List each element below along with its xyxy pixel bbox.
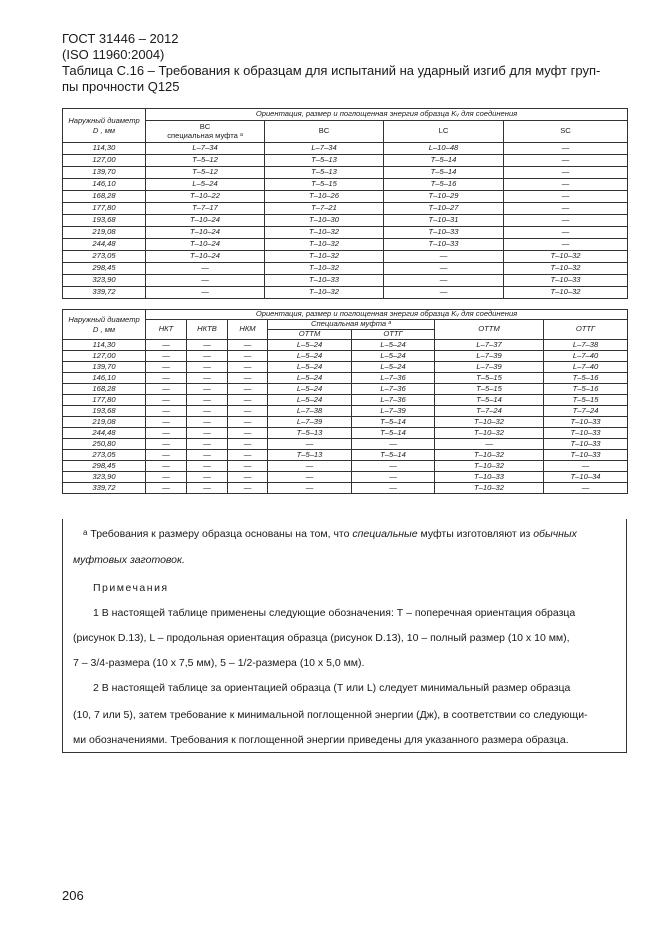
value-cell: T–5–16 bbox=[384, 179, 504, 191]
value-cell: T–10–32 bbox=[265, 263, 384, 275]
footnote-text2: муфты изготовляют из bbox=[417, 528, 534, 540]
value-cell: T–10–33 bbox=[435, 472, 544, 483]
value-cell: — bbox=[146, 351, 187, 362]
table-row bbox=[63, 406, 628, 417]
group-header: Ориентация, размер и поглощенная энергия образца Kᵥ для соединения bbox=[146, 310, 628, 320]
value-cell: L–5–24 bbox=[268, 373, 352, 384]
value-cell: L–7–34 bbox=[265, 143, 384, 155]
value-cell: L–5–24 bbox=[352, 362, 435, 373]
table-row bbox=[63, 417, 628, 428]
value-cell: T–10–32 bbox=[265, 287, 384, 299]
value-cell: — bbox=[187, 483, 228, 494]
value-cell: — bbox=[146, 417, 187, 428]
value-cell: — bbox=[187, 395, 228, 406]
sc-header: SC bbox=[504, 121, 628, 143]
value-cell: — bbox=[146, 406, 187, 417]
diameter-cell: 273,05 bbox=[63, 251, 146, 263]
value-cell: T–10–34 bbox=[544, 472, 628, 483]
value-cell: — bbox=[268, 439, 352, 450]
diameter-cell: 146,10 bbox=[63, 373, 146, 384]
table-row bbox=[63, 373, 628, 384]
value-cell: — bbox=[187, 373, 228, 384]
table-row bbox=[63, 384, 628, 395]
diameter-cell: 244,48 bbox=[63, 428, 146, 439]
value-cell: — bbox=[146, 275, 265, 287]
diameter-cell: 114,30 bbox=[63, 143, 146, 155]
value-cell: — bbox=[146, 450, 187, 461]
value-cell: — bbox=[435, 439, 544, 450]
value-cell: L–7–40 bbox=[544, 351, 628, 362]
diameter-cell: 298,45 bbox=[63, 461, 146, 472]
table-row bbox=[63, 143, 628, 155]
special-ottg-header: ОТТГ bbox=[352, 330, 435, 340]
value-cell: T–10–30 bbox=[265, 215, 384, 227]
table-caption-cont: пы прочности Q125 bbox=[62, 79, 180, 94]
value-cell: — bbox=[146, 439, 187, 450]
value-cell: T–5–14 bbox=[384, 155, 504, 167]
value-cell: — bbox=[187, 450, 228, 461]
value-cell: — bbox=[352, 439, 435, 450]
diameter-cell: 219,08 bbox=[63, 417, 146, 428]
value-cell: T–10–32 bbox=[435, 450, 544, 461]
diameter-cell: 127,00 bbox=[63, 351, 146, 362]
value-cell: T–5–15 bbox=[435, 373, 544, 384]
value-cell: L–7–36 bbox=[352, 384, 435, 395]
table-row bbox=[63, 362, 628, 373]
table-caption: Таблица С.16 – Требования к образцам для испытаний на ударный изгиб для муфт груп- bbox=[62, 63, 601, 78]
table-row bbox=[63, 287, 628, 299]
diameter-cell: 127,00 bbox=[63, 155, 146, 167]
table-row bbox=[63, 251, 628, 263]
value-cell: T–10–31 bbox=[384, 215, 504, 227]
value-cell: L–5–24 bbox=[352, 340, 435, 351]
table-row bbox=[63, 167, 628, 179]
bc-special-line1: BC bbox=[199, 122, 211, 131]
value-cell: — bbox=[352, 461, 435, 472]
value-cell: T–10–24 bbox=[146, 215, 265, 227]
value-cell: — bbox=[187, 428, 228, 439]
value-cell: T–10–32 bbox=[435, 428, 544, 439]
value-cell: — bbox=[352, 472, 435, 483]
diameter-header: Наружный диаметр D , мм bbox=[63, 310, 146, 340]
diameter-cell: 219,08 bbox=[63, 227, 146, 239]
value-cell: T–7–17 bbox=[146, 203, 265, 215]
value-cell: — bbox=[187, 340, 228, 351]
footnote-special: специальные bbox=[352, 528, 418, 540]
value-cell: T–7–24 bbox=[544, 406, 628, 417]
table-row bbox=[63, 395, 628, 406]
bc-header: BC bbox=[265, 121, 384, 143]
value-cell: — bbox=[384, 263, 504, 275]
value-cell: T–7–24 bbox=[435, 406, 544, 417]
value-cell: — bbox=[268, 461, 352, 472]
table-row bbox=[63, 155, 628, 167]
value-cell: L–5–24 bbox=[268, 351, 352, 362]
value-cell: T–5–14 bbox=[352, 450, 435, 461]
diameter-cell: 168,28 bbox=[63, 191, 146, 203]
footnote-mark: а bbox=[83, 528, 88, 537]
value-cell: — bbox=[187, 362, 228, 373]
iso-reference: (ISO 11960:2004) bbox=[62, 47, 165, 62]
diameter-cell: 193,68 bbox=[63, 406, 146, 417]
value-cell: T–10–33 bbox=[265, 275, 384, 287]
value-cell: T–5–14 bbox=[384, 167, 504, 179]
value-cell: — bbox=[504, 179, 628, 191]
value-cell: — bbox=[228, 373, 268, 384]
value-cell: T–10–33 bbox=[544, 439, 628, 450]
value-cell: T–10–32 bbox=[504, 287, 628, 299]
value-cell: — bbox=[228, 395, 268, 406]
diameter-cell: 298,45 bbox=[63, 263, 146, 275]
value-cell: — bbox=[228, 362, 268, 373]
value-cell: T–5–12 bbox=[146, 167, 265, 179]
table-row bbox=[63, 263, 628, 275]
diameter-cell: 139,70 bbox=[63, 167, 146, 179]
notes-heading: Примечания bbox=[93, 582, 169, 594]
value-cell: L–7–36 bbox=[352, 395, 435, 406]
group-header: Ориентация, размер и поглощенная энергия образца Kᵥ для соединения bbox=[146, 109, 628, 121]
value-cell: — bbox=[146, 263, 265, 275]
value-cell: L–5–24 bbox=[268, 362, 352, 373]
value-cell: L–7–38 bbox=[268, 406, 352, 417]
ottg-header: ОТТГ bbox=[544, 320, 628, 340]
value-cell: T–5–14 bbox=[435, 395, 544, 406]
table-row bbox=[63, 450, 628, 461]
table1-body bbox=[63, 143, 628, 299]
value-cell: — bbox=[504, 143, 628, 155]
value-cell: — bbox=[268, 483, 352, 494]
value-cell: — bbox=[146, 395, 187, 406]
value-cell: L–7–39 bbox=[435, 351, 544, 362]
value-cell: T–5–13 bbox=[268, 428, 352, 439]
nktv-header: НКТВ bbox=[187, 320, 228, 340]
bc-special-header bbox=[146, 121, 265, 143]
value-cell: — bbox=[187, 384, 228, 395]
value-cell: T–10–29 bbox=[384, 191, 504, 203]
value-cell: — bbox=[187, 439, 228, 450]
table-connections-1 bbox=[62, 108, 628, 299]
value-cell: — bbox=[146, 384, 187, 395]
value-cell: L–7–39 bbox=[435, 362, 544, 373]
value-cell: L–7–39 bbox=[268, 417, 352, 428]
value-cell: T–10–24 bbox=[146, 251, 265, 263]
value-cell: T–10–24 bbox=[146, 239, 265, 251]
diameter-header: Наружный диаметр D , мм bbox=[63, 109, 146, 143]
diameter-cell: 146,10 bbox=[63, 179, 146, 191]
special-coupling-header: Специальная муфта ᵃ bbox=[268, 320, 435, 330]
value-cell: — bbox=[384, 287, 504, 299]
standard-code: ГОСТ 31446 – 2012 bbox=[62, 31, 179, 46]
diameter-cell: 273,05 bbox=[63, 450, 146, 461]
value-cell: T–10–26 bbox=[265, 191, 384, 203]
value-cell: — bbox=[146, 472, 187, 483]
diameter-cell: 177,80 bbox=[63, 395, 146, 406]
value-cell: — bbox=[146, 362, 187, 373]
value-cell: — bbox=[228, 340, 268, 351]
value-cell: — bbox=[146, 428, 187, 439]
value-cell: L–7–37 bbox=[435, 340, 544, 351]
value-cell: — bbox=[228, 406, 268, 417]
value-cell: T–10–32 bbox=[265, 251, 384, 263]
value-cell: L–7–36 bbox=[352, 373, 435, 384]
value-cell: L–5–24 bbox=[268, 340, 352, 351]
note1-line2: (рисунок D.13), L – продольная ориентация образца (рисунок D.13), 10 – полный размер (10 x 10 мм), bbox=[73, 632, 570, 644]
table2-body bbox=[63, 340, 628, 494]
value-cell: — bbox=[228, 417, 268, 428]
value-cell: — bbox=[146, 340, 187, 351]
value-cell: — bbox=[544, 483, 628, 494]
value-cell: T–5–14 bbox=[352, 428, 435, 439]
nkm-header: НКМ bbox=[228, 320, 268, 340]
value-cell: T–10–32 bbox=[435, 417, 544, 428]
diameter-cell: 339,72 bbox=[63, 483, 146, 494]
value-cell: — bbox=[504, 239, 628, 251]
value-cell: T–5–13 bbox=[268, 450, 352, 461]
value-cell: L–7–38 bbox=[544, 340, 628, 351]
table-row bbox=[63, 340, 628, 351]
ottm-header: ОТТМ bbox=[435, 320, 544, 340]
value-cell: T–10–32 bbox=[265, 227, 384, 239]
value-cell: T–5–16 bbox=[544, 373, 628, 384]
table-row bbox=[63, 191, 628, 203]
value-cell: — bbox=[187, 461, 228, 472]
value-cell: — bbox=[187, 351, 228, 362]
value-cell: T–5–12 bbox=[146, 155, 265, 167]
note2-line3: ми обозначениями. Требования к поглощенной энергии приведены для указанного размера образца. bbox=[73, 734, 569, 746]
diameter-cell: 323,90 bbox=[63, 275, 146, 287]
value-cell: — bbox=[187, 472, 228, 483]
page-number: 206 bbox=[62, 888, 84, 903]
table-row bbox=[63, 428, 628, 439]
value-cell: T–10–24 bbox=[146, 227, 265, 239]
value-cell: — bbox=[228, 483, 268, 494]
lc-header: LC bbox=[384, 121, 504, 143]
value-cell: — bbox=[228, 428, 268, 439]
value-cell: T–10–32 bbox=[435, 461, 544, 472]
table-row bbox=[63, 239, 628, 251]
value-cell: T–5–14 bbox=[352, 417, 435, 428]
value-cell: T–5–13 bbox=[265, 155, 384, 167]
footnote-a bbox=[83, 528, 577, 540]
bc-special-line2: специальная муфта ᵃ bbox=[167, 130, 243, 140]
nkt-header: НКТ bbox=[146, 320, 187, 340]
table-row bbox=[63, 227, 628, 239]
value-cell: T–5–16 bbox=[544, 384, 628, 395]
diameter-cell: 339,72 bbox=[63, 287, 146, 299]
diameter-cell: 193,68 bbox=[63, 215, 146, 227]
value-cell: L–7–40 bbox=[544, 362, 628, 373]
value-cell: T–5–15 bbox=[544, 395, 628, 406]
table-row bbox=[63, 203, 628, 215]
table-row bbox=[63, 472, 628, 483]
value-cell: — bbox=[228, 439, 268, 450]
value-cell: T–10–33 bbox=[504, 275, 628, 287]
value-cell: — bbox=[544, 461, 628, 472]
value-cell: T–10–33 bbox=[384, 239, 504, 251]
diameter-cell: 244,48 bbox=[63, 239, 146, 251]
value-cell: L–5–24 bbox=[146, 179, 265, 191]
value-cell: — bbox=[228, 384, 268, 395]
table-row bbox=[63, 351, 628, 362]
value-cell: T–10–32 bbox=[435, 483, 544, 494]
value-cell: — bbox=[228, 461, 268, 472]
value-cell: L–5–24 bbox=[268, 395, 352, 406]
value-cell: — bbox=[504, 155, 628, 167]
table-row bbox=[63, 179, 628, 191]
value-cell: T–5–13 bbox=[265, 167, 384, 179]
note1-line1: 1 В настоящей таблице применены следующие обозначения: Т – поперечная ориентация образца bbox=[93, 607, 576, 619]
notes-block bbox=[62, 519, 627, 753]
table-row bbox=[63, 483, 628, 494]
note2-line1: 2 В настоящей таблице за ориентацией образца (T или L) следует минимальный размер образца bbox=[93, 682, 571, 694]
value-cell: — bbox=[504, 227, 628, 239]
value-cell: — bbox=[228, 472, 268, 483]
special-ottm-header: ОТТМ bbox=[268, 330, 352, 340]
note2-line2: (10, 7 или 5), затем требование к минимальной поглощенной энергии (Дж), в соответствии со следующи- bbox=[73, 709, 588, 721]
value-cell: T–5–15 bbox=[435, 384, 544, 395]
table-row bbox=[63, 275, 628, 287]
value-cell: — bbox=[187, 406, 228, 417]
diameter-cell: 168,28 bbox=[63, 384, 146, 395]
value-cell: T–10–33 bbox=[544, 450, 628, 461]
table-row bbox=[63, 439, 628, 450]
value-cell: — bbox=[504, 167, 628, 179]
value-cell: — bbox=[187, 417, 228, 428]
value-cell: — bbox=[146, 461, 187, 472]
value-cell: L–5–24 bbox=[352, 351, 435, 362]
value-cell: — bbox=[228, 351, 268, 362]
diameter-cell: 323,90 bbox=[63, 472, 146, 483]
value-cell: — bbox=[384, 275, 504, 287]
value-cell: — bbox=[504, 203, 628, 215]
footnote-line2: муфтовых заготовок. bbox=[73, 554, 185, 566]
diameter-cell: 139,70 bbox=[63, 362, 146, 373]
value-cell: L–7–34 bbox=[146, 143, 265, 155]
diameter-cell: 177,80 bbox=[63, 203, 146, 215]
value-cell: T–10–33 bbox=[544, 417, 628, 428]
value-cell: — bbox=[146, 287, 265, 299]
value-cell: L–7–39 bbox=[352, 406, 435, 417]
value-cell: — bbox=[384, 251, 504, 263]
value-cell: L–5–24 bbox=[268, 384, 352, 395]
note1-line3: 7 – 3/4-размера (10 x 7,5 мм), 5 – 1/2-размера (10 x 5,0 мм). bbox=[73, 657, 365, 669]
value-cell: T–5–15 bbox=[265, 179, 384, 191]
table-row bbox=[63, 461, 628, 472]
footnote-text1: Требования к размеру образца основаны на том, что bbox=[90, 528, 353, 540]
value-cell: — bbox=[268, 472, 352, 483]
value-cell: — bbox=[228, 450, 268, 461]
value-cell: T–10–32 bbox=[265, 239, 384, 251]
value-cell: — bbox=[504, 215, 628, 227]
value-cell: T–10–32 bbox=[504, 263, 628, 275]
footnote-usual: обычных bbox=[533, 528, 577, 540]
value-cell: T–10–33 bbox=[384, 227, 504, 239]
value-cell: — bbox=[146, 483, 187, 494]
value-cell: T–10–22 bbox=[146, 191, 265, 203]
value-cell: T–10–33 bbox=[544, 428, 628, 439]
value-cell: T–10–27 bbox=[384, 203, 504, 215]
value-cell: T–10–32 bbox=[504, 251, 628, 263]
value-cell: L–10–48 bbox=[384, 143, 504, 155]
value-cell: — bbox=[504, 191, 628, 203]
value-cell: — bbox=[352, 483, 435, 494]
value-cell: T–7–21 bbox=[265, 203, 384, 215]
diameter-cell: 250,80 bbox=[63, 439, 146, 450]
value-cell: — bbox=[146, 373, 187, 384]
table-connections-2 bbox=[62, 309, 628, 494]
table-row bbox=[63, 215, 628, 227]
diameter-cell: 114,30 bbox=[63, 340, 146, 351]
